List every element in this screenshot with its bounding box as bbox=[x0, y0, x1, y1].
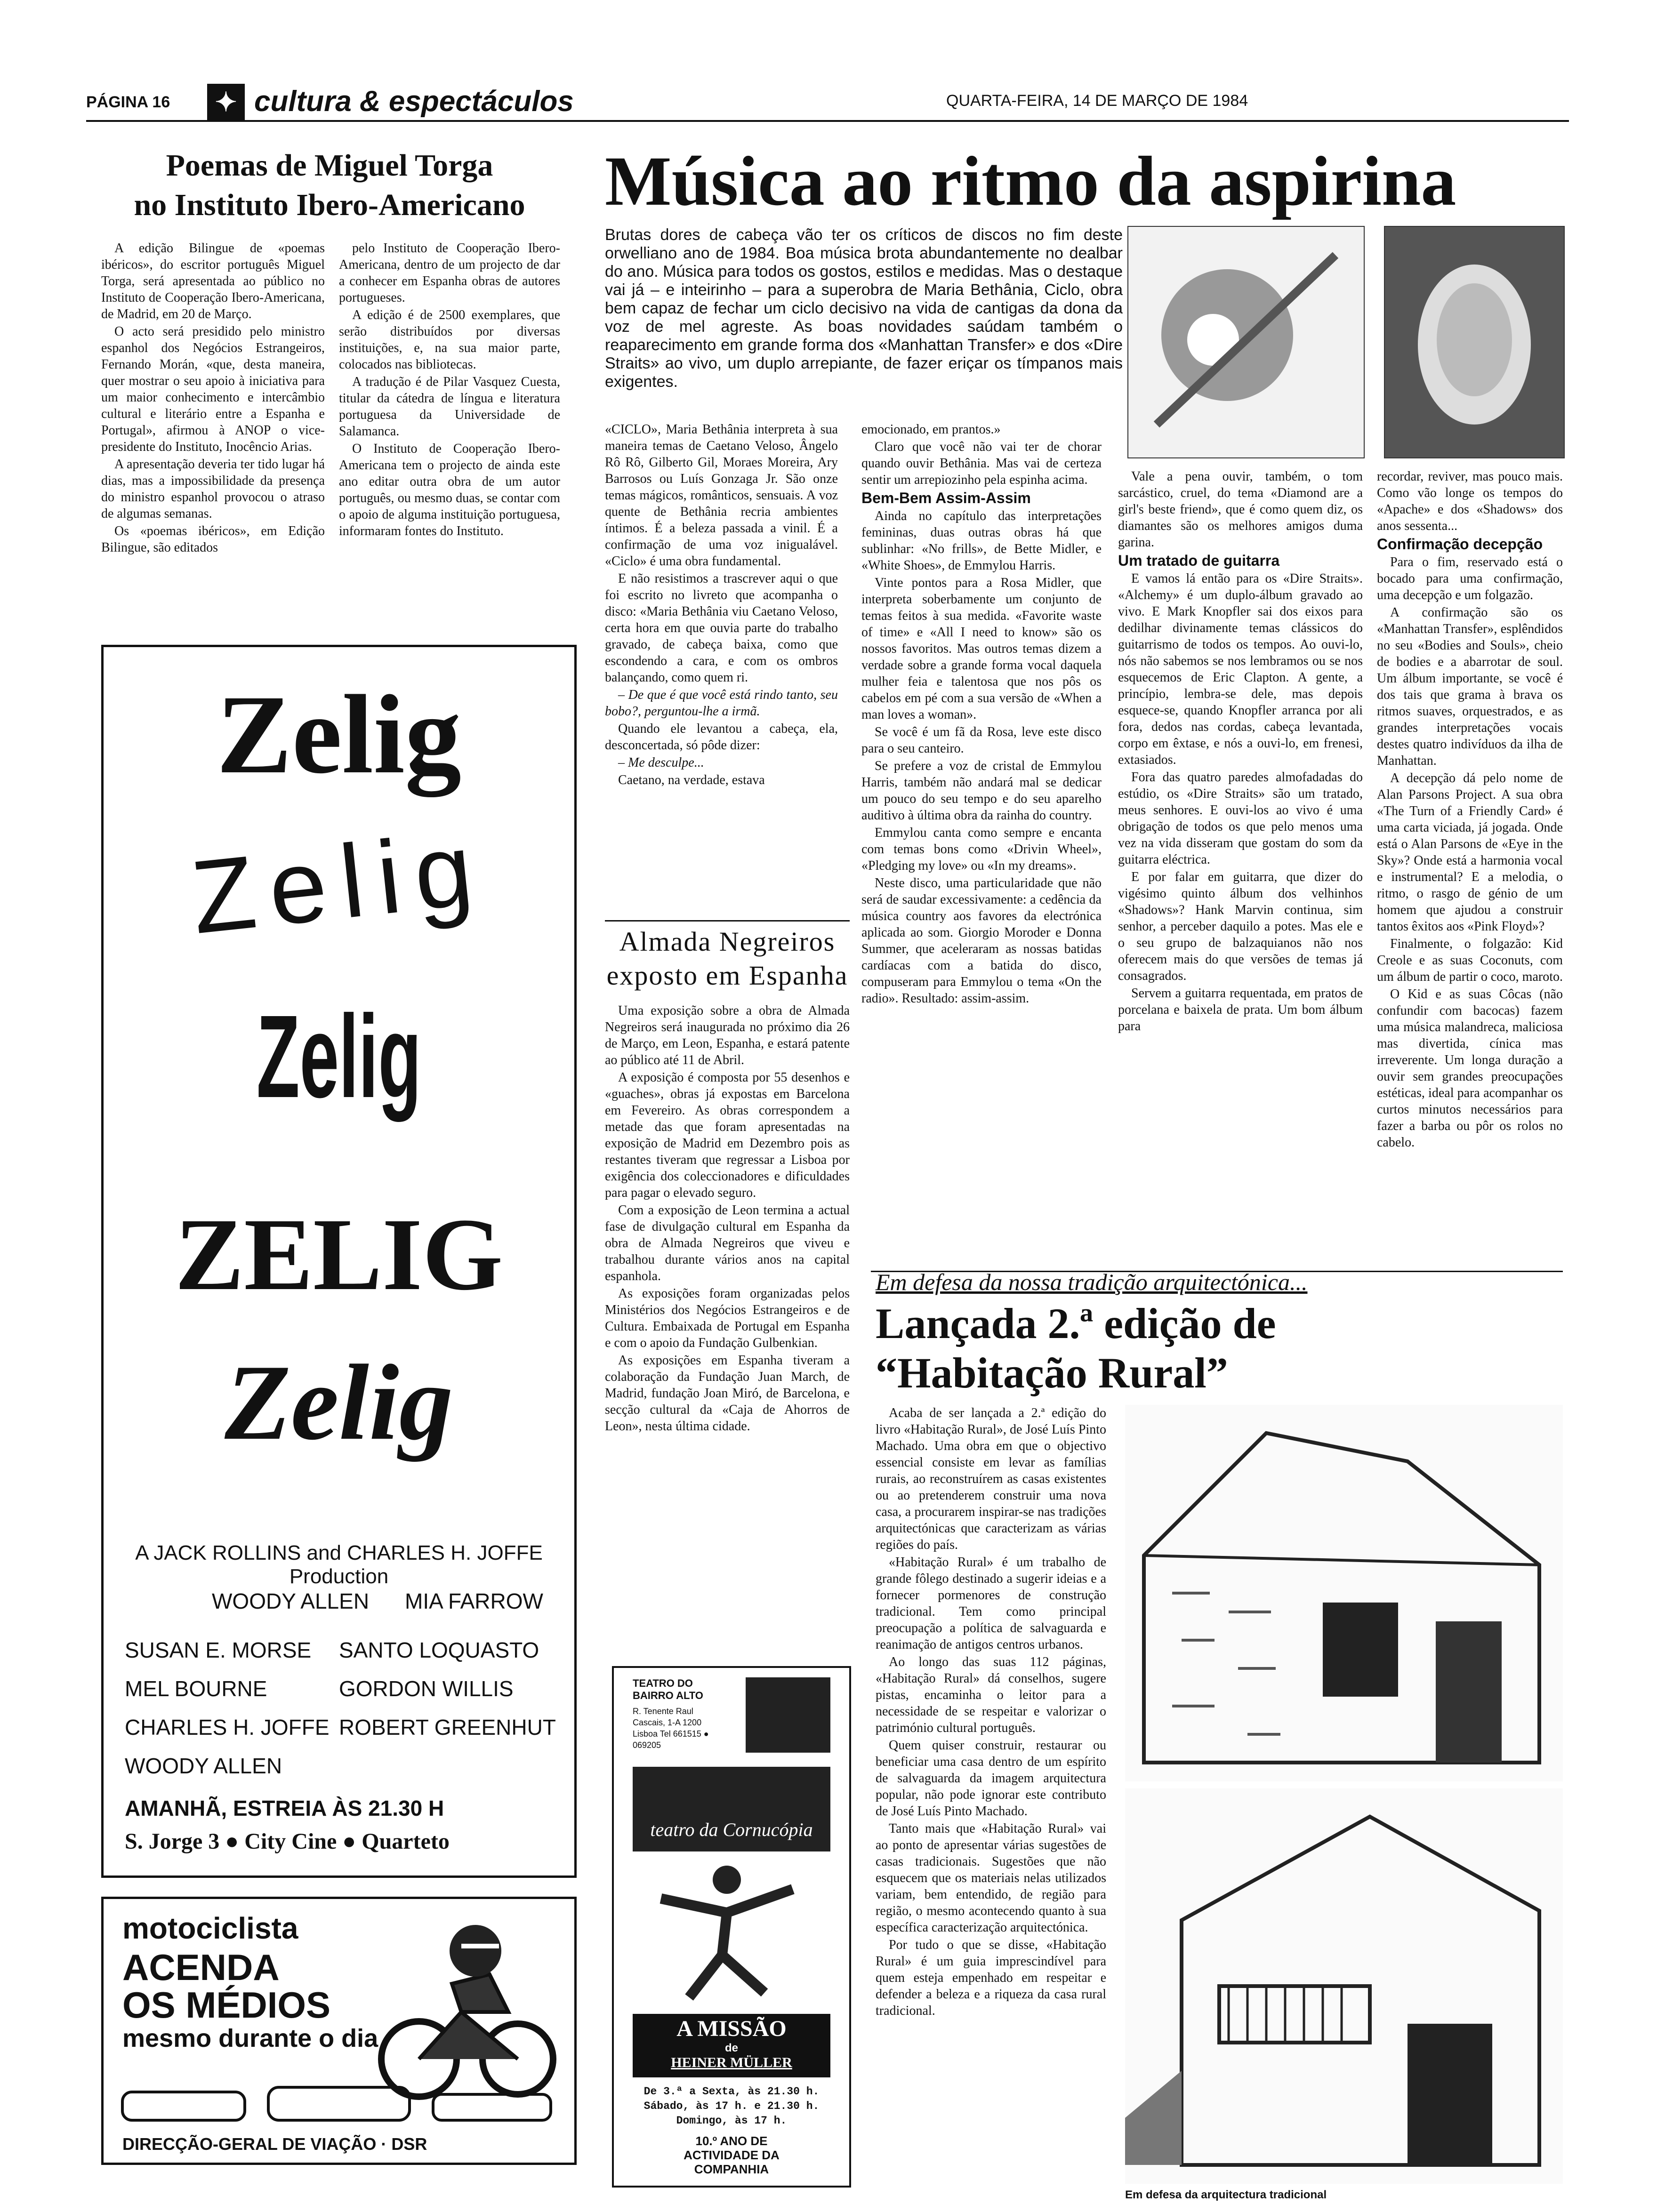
torga-headline bbox=[94, 146, 565, 225]
musica-paragraph: Se prefere a voz de cristal de Emmylou Harris, também não andará mal se dedicar um pouco do seu tempo e do seu aparelho auditivo à última obra da rainha do country. bbox=[861, 759, 1102, 823]
photo-placeholder-icon bbox=[1128, 227, 1364, 457]
teatro-badge bbox=[746, 1677, 830, 1753]
musica-paragraph: Emmylou canta como sempre e encanta com temas bons como «Drivin Wheel», «Pledging my love» ou «In my dreams». bbox=[861, 825, 1102, 873]
logo-mark-icon: ✦ bbox=[215, 88, 237, 117]
issue-date: QUARTA-FEIRA, 14 DE MARÇO DE 1984 bbox=[946, 92, 1248, 110]
rural-house-illustration-1 bbox=[1125, 1405, 1563, 1781]
teatro-photo-strip bbox=[633, 1767, 830, 1851]
zelig-title-1: Zelig bbox=[217, 672, 461, 797]
almada-paragraph: As exposições foram organizadas pelos Ministérios dos Negócios Estrangeiros e de Cultura. Embaixada de Portugal em Espanha e com o apoio da Fundação Gulbenkian. bbox=[605, 1286, 850, 1350]
musica-headline: Música ao ritmo da aspirina bbox=[605, 142, 1456, 220]
musica-paragraph: A decepção dá pelo nome de Alan Parsons Project. A sua obra «The Turn of a Friendly Card» é uma carta viciada, já jogada. Onde está o Alan Parsons de «Eye in the Sky»? Onde está a harmonia vocal e instrumental? E a melodia, o ritmo, o rasgo de génio de um homem que ajudou a construir tantos êxitos aos «Pink Floyd»? bbox=[1377, 771, 1563, 934]
teatro-address: R. Tenente Raul Cascais, 1-A 1200 Lisboa Tel 661515 ● 069205 bbox=[633, 1707, 709, 1750]
torga-headline-line1: Poemas de Miguel Torga bbox=[166, 148, 493, 183]
teatro-company: teatro da Cornucópia bbox=[650, 1819, 813, 1840]
musica-paragraph: Ainda no capítulo das interpretações femininas, duas outras obras há que sublinhar: «No frills», de Bette Midler, e «White Shoes», de Emmylou Harris. bbox=[861, 509, 1102, 573]
teatro-play-box bbox=[633, 2014, 830, 2077]
zelig-title-2: Zelig bbox=[186, 809, 492, 956]
teatro-anniversary: 10.º ANO DE ACTIVIDADE DA COMPANHIA bbox=[684, 2134, 780, 2176]
musica-paragraph: E não resistimos a trascrever aqui o que foi escrito no livreto que acompanha o disco: «Maria Bethânia viu Caetano Veloso, certa hora em que ouvia parte do trabalho gravado, de cabeça baixa, como que escondendo a cara, e com os ombros balançando, como quem ri. bbox=[605, 571, 838, 685]
teatro-advertisement bbox=[612, 1666, 851, 2188]
teatro-schedule-line: Domingo, às 17 h. bbox=[676, 2115, 787, 2127]
musica-paragraph: Fora das quatro paredes almofadadas do estúdio, os «Dire Straits» são um tratado, meus senhores. E ouvi-los ao vivo é uma obrigação de todos os que pelo menos uma vez na vida disseram que gostam do som da guitarra eléctrica. bbox=[1118, 770, 1363, 867]
habitacao-body bbox=[876, 1405, 1106, 2205]
teatro-schedule-line: De 3.ª a Sexta, às 21.30 h. bbox=[643, 2085, 820, 2098]
zelig-credit: ROBERT GREENHUT bbox=[339, 1715, 556, 1739]
zelig-title-5: Zelig bbox=[225, 1342, 453, 1462]
torga-paragraph: A edição é de 2500 exemplares, que serão distribuídos por diversas instituições, e, na sua maior parte, colocados nas bibliotecas. bbox=[339, 308, 560, 372]
zelig-title-3: Zelig bbox=[256, 991, 422, 1122]
musica-photo-collage bbox=[1127, 226, 1365, 458]
almada-headline-line1: Almada Negreiros bbox=[619, 926, 836, 957]
section-logo bbox=[207, 84, 245, 121]
moto-line3: OS MÉDIOS bbox=[122, 1984, 331, 2026]
zelig-credit: SUSAN E. MORSE bbox=[125, 1638, 312, 1662]
moto-footer: DIRECÇÃO-GERAL DE VIAÇÃO · DSR bbox=[122, 2134, 427, 2154]
rural-house-illustration-2 bbox=[1125, 1788, 1563, 2184]
zelig-credit: GORDON WILLIS bbox=[339, 1676, 514, 1701]
teatro-schedule-line: Sábado, às 17 h. e 21.30 h. bbox=[643, 2100, 820, 2112]
traffic-cars-illustration bbox=[118, 2078, 560, 2130]
musica-paragraph: Se você é um fã da Rosa, leve este disco para o seu canteiro. bbox=[861, 725, 1102, 756]
zelig-credits-left bbox=[125, 1631, 330, 1785]
zelig-credit: CHARLES H. JOFFE bbox=[125, 1715, 330, 1739]
torga-paragraph: O Instituto de Cooperação Ibero-Americana tem o projecto de ainda este ano editar outra obra de um autor português, ou mesmo duas, se contar com o apoio de alguma instituição portuguesa, informaram fontes do Instituto. bbox=[339, 441, 560, 538]
teatro-play-by: de bbox=[724, 2042, 738, 2054]
zelig-advertisement bbox=[101, 645, 577, 1878]
almada-paragraph: Com a exposição de Leon termina a actual fase de divulgação cultural em Espanha da obra de Almada Negreiros que viveu e trabalhou durante vários anos na capital espanhola. bbox=[605, 1203, 850, 1283]
musica-paragraph: – De que é que você está rindo tanto, seu bobo?, perguntou-lhe a irmã. bbox=[605, 688, 838, 719]
bethania-portrait bbox=[1384, 226, 1565, 458]
moto-line2: ACENDA bbox=[122, 1947, 280, 1988]
teatro-schedule bbox=[633, 2084, 830, 2128]
musica-paragraph: recordar, reviver, mas pouco mais. Como vão longe os tempos do «Apache» e dos «Shadows» dos anos sessenta... bbox=[1377, 469, 1563, 533]
torga-paragraph: A apresentação deveria ter tido lugar há dias, mas a impossibilidade da presença do ministro espanhol provocou o atraso de algumas semanas. bbox=[101, 457, 325, 521]
musica-column-4 bbox=[1377, 468, 1563, 1268]
almada-body bbox=[605, 1002, 850, 1624]
almada-paragraph: As exposições em Espanha tiveram a colaboração da Fundação Juan March, de Madrid, fundação Joan Miró, de Barcelona, e secção cultural da «Caja de Ahorros de Leon», nesta última cidade. bbox=[605, 1353, 850, 1434]
stone-house-balcony-icon bbox=[1125, 1788, 1563, 2184]
zelig-star-allen: WOODY ALLEN bbox=[212, 1589, 370, 1613]
zelig-credit: WOODY ALLEN bbox=[125, 1754, 282, 1778]
torga-column-1 bbox=[101, 240, 325, 645]
portrait-face-icon bbox=[1385, 227, 1564, 457]
habitacao-paragraph: Tanto mais que «Habitação Rural» vai ao ponto de apresentar várias sugestões de casas tradicionais. Sugestões que não esquecem que os materiais nelas utilizados variam, bem entendido, de região para região, o mesmo acontecendo quanto à sua específica caracterização arquitectónica. bbox=[876, 1821, 1106, 1935]
musica-paragraph: Finalmente, o folgazão: Kid Creole e as suas Coconuts, com um álbum de partir o coco, maroto. bbox=[1377, 937, 1563, 984]
torga-headline-line2: no Instituto Ibero-Americano bbox=[134, 188, 525, 222]
zelig-premiere: AMANHÃ, ESTREIA ÀS 21.30 H bbox=[125, 1796, 444, 1820]
habitacao-paragraph: Acaba de ser lançada a 2.ª edição do livro «Habitação Rural», de José Luís Pinto Machado. Uma obra em que o objectivo essencial consiste em levar as famílias rurais, ao reconstruírem as casas existentes ou ao pretenderem construir uma nova casa, a procurarem inspirar-se nas tradições arquitectónicas que caracterizam as várias regiões do país. bbox=[876, 1406, 1106, 1552]
zelig-cinemas: S. Jorge 3 ● City Cine ● Quarteto bbox=[125, 1829, 450, 1854]
page-number: PÁGINA 16 bbox=[86, 93, 170, 111]
habitacao-headline-line2: “Habitação Rural” bbox=[876, 1349, 1228, 1397]
almada-headline-line2: exposto em Espanha bbox=[606, 960, 848, 991]
teatro-author: HEINER MÜLLER bbox=[671, 2055, 792, 2070]
musica-paragraph: O Kid e as suas Côcas (não confundir com bacocas) fazem uma música malandreca, maliciosa mas divertida, cínica mas irreverente. Um longa duração a ouvir sem grandes preocupações estéticas, ideal para acompanhar os curtos minutos necessários para fazer a barba ou pôr os rolos no cabelo. bbox=[1377, 987, 1563, 1150]
dancer-illustration bbox=[642, 1861, 821, 2002]
moto-line4: mesmo durante o dia bbox=[122, 2024, 378, 2052]
musica-column-3 bbox=[1118, 468, 1363, 1268]
almada-headline bbox=[605, 925, 850, 993]
habitacao-paragraph: Quem quiser construir, restaurar ou beneficiar uma casa dentro de um espírito de salvaguarda da imagem arquitectura popular, não pode ignorar este contributo de José Luís Pinto Machado. bbox=[876, 1738, 1106, 1819]
habitacao-headline-line1: Lançada 2.ª edição de bbox=[876, 1299, 1276, 1347]
section-title: cultura & espectáculos bbox=[254, 85, 574, 118]
zelig-credit: MEL BOURNE bbox=[125, 1676, 267, 1701]
musica-column-2 bbox=[861, 421, 1102, 1268]
musica-paragraph: Quando ele levantou a cabeça, ela, desconcertada, só pôde dizer: bbox=[605, 721, 838, 753]
musica-paragraph: A confirmação são os «Manhattan Transfer», esplêndidos no seu «Bodies and Souls», cheio de bodies e a abarrotar de soul. Um álbum importante, se você é dos tais que grama à brava os ritmos suaves, orquestrados, e as grandes interpretações vocais destes quatro indivíduos da ilha de Manhattan. bbox=[1377, 605, 1563, 768]
musica-paragraph: Para o fim, reservado está o bocado para uma confirmação, uma decepção e um folgazão. bbox=[1377, 555, 1563, 602]
torga-paragraph: A edição Bilingue de «poemas ibéricos», do escritor português Miguel Torga, será apresentada ao público no Instituto de Cooperação Ibero-Americana, de Madrid, em 20 de Março. bbox=[101, 241, 325, 321]
musica-paragraph: emocionado, em prantos.» bbox=[861, 422, 1001, 437]
musica-paragraph: Neste disco, uma particularidade que não será de saudar excessivamente: a cedência da música country aos favores da electrónica aplicada ao som. Giorgio Moroder e Donna Summer, que aceleraram as nossas batidas cardíacas com a batida do disco, compuseram para Emmylou o tema «On the radio». Resultado: assim-assim. bbox=[861, 876, 1102, 1006]
habitacao-kicker: Em defesa da nossa tradição arquitectónica... bbox=[876, 1269, 1308, 1295]
musica-paragraph: Claro que você não vai ter de chorar quando ouvir Bethânia. Mas vai de certeza sentir um arrepiozinho pela espinha acima. bbox=[861, 440, 1102, 487]
moto-line1: motociclista bbox=[122, 1911, 298, 1945]
torga-paragraph: pelo Instituto de Cooperação Ibero-Americana, dentro de um projecto de dar a conhecer em Espanha obras de autores portugueses. bbox=[339, 241, 560, 305]
habitacao-paragraph: «Habitação Rural» é um trabalho de grande fôlego destinado a sugerir ideias e a fornecer pormenores de construção tradicional. Tem como principal preocupação a política de salvaguarda e reanimação de antigos centros urbanos. bbox=[876, 1555, 1106, 1652]
musica-lead-text: Brutas dores de cabeça vão ter os críticos de discos no fim deste orwelliano ano de 1984. Boa música brota abundantemente no dealbar do ano. Música para todos os gostos, estilos e medidas. Mas o destaque vai já – e inteirinho – para a superobra de Maria Bethânia, Ciclo, obra bem capaz de fechar um ciclo decisivo na vida de cantigas da dona da voz de mel agreste. As boas novidades saúdam também o reaparecimento em grande forma dos «Manhattan Transfer» e dos «Dire Straits» ao vivo, um duplo arrepiante, de fazer eriçar os tímpanos mais exigentes. bbox=[605, 226, 1123, 391]
musica-paragraph: Servem a guitarra requentada, em pratos de porcelana e baixela de prata. Um bom álbum para bbox=[1118, 986, 1363, 1034]
musica-subhead-confirmacao: Confirmação decepção bbox=[1377, 536, 1543, 553]
zelig-credit: SANTO LOQUASTO bbox=[339, 1638, 539, 1662]
zelig-credits-right bbox=[339, 1631, 556, 1747]
almada-paragraph: Uma exposição sobre a obra de Almada Negreiros será inaugurada no próximo dia 26 de Março, em Leon, Espanha, e estará patente ao público até 11 de Abril. bbox=[605, 1003, 850, 1067]
musica-paragraph: Vale a pena ouvir, também, o tom sarcástico, cruel, do tema «Diamond are a girl's beste friend», que é como quem diz, os diamantes são os melhores amigos duma garina. bbox=[1118, 469, 1363, 550]
teatro-play-title: A MISSÃO bbox=[676, 2016, 787, 2041]
torga-paragraph: O acto será presidido pelo ministro espanhol dos Negócios Estrangeiros, Fernando Morán, «que, desta maneira, quer mostrar o seu apoio à iniciativa para um maior conhecimento e intercâmbio cultural e literário entre a Espanha e Portugal», afirmou à ANOP o vice-presidente do Instituto, Inocêncio Arias. bbox=[101, 324, 325, 454]
musica-paragraph: Vinte pontos para a Rosa Midler, que interpreta soberbamente um conjunto de temas feitos à sua medida. «Favorite waste of time» e «All I need to know» são os nossos favoritos. Mas outros temas dizem a verdade sobre a grande forma vocal daquela mulher feia e talentosa que nos pôs os cabelos em pé com a sua versão de «When a man loves a woman». bbox=[861, 576, 1102, 722]
musica-column-1 bbox=[605, 421, 838, 915]
habitacao-paragraph: Ao longo das suas 112 páginas, «Habitação Rural» dá conselhos, sugere pistas, encaminha o leitor para a necessidade de se respeitar e valorizar o património cultural português. bbox=[876, 1655, 1106, 1735]
torga-paragraph: Os «poemas ibéricos», em Edição Bilingue, são editados bbox=[101, 524, 325, 555]
musica-subhead-bem-bem: Bem-Bem Assim-Assim bbox=[861, 489, 1031, 506]
torga-paragraph: A tradução é de Pilar Vasquez Cuesta, titular da cátedra de língua e literatura portuguesa da Universidade de Salamanca. bbox=[339, 375, 560, 439]
torga-column-2 bbox=[339, 240, 560, 645]
almada-top-rule bbox=[605, 920, 850, 922]
habitacao-headline bbox=[876, 1299, 1346, 1398]
musica-paragraph: E vamos lá então para os «Dire Straits». «Alchemy» é um duplo-álbum gravado ao vivo. E Mark Knopfler sai dos eixos para dedilhar divinamente temas clássicos do guitarrismo de todos os tempos. Ao ouvi-lo, nós não sabemos se nos lembramos ou se nos esquecemos de Eric Clapton. A gente, a princípio, lembra-se dele, mas depois esquece-se, quando Knopfler arranca por ali fora, dedos nas cordas, cabeça levantada, corpo em êxtase, e nós a ouvi-lo, em frenesi, extasiados. bbox=[1118, 571, 1363, 767]
musica-paragraph: – Me desculpe... bbox=[618, 755, 704, 770]
teatro-name: TEATRO DO BAIRRO ALTO bbox=[633, 1677, 703, 1701]
musica-paragraph: «CICLO», Maria Bethânia interpreta à sua maneira temas de Caetano Veloso, Ângelo Rô Rô, Gilberto Gil, Moraes Moreira, Ary Barrosos ou Luís Gonzaga Jr. São onze temas mágicos, românticos, sensuais. A voz quente de Bethânia recria ambientes íntimos. É a beleza passada a vinil. É a confirmação de uma voz inigualável. «Ciclo» é uma obra fundamental. bbox=[605, 422, 838, 569]
zelig-producers: A JACK ROLLINS and CHARLES H. JOFFE Production bbox=[135, 1541, 543, 1588]
habitacao-paragraph: Por tudo o que se disse, «Habitação Rural» é um guia imprescindível para quem esteja empenhado em respeitar e defender a beleza e a riqueza da casa rural tradicional. bbox=[876, 1938, 1106, 2018]
moto-advertisement bbox=[101, 1897, 577, 2165]
musica-lead bbox=[605, 226, 1123, 414]
habitacao-photo-caption: Em defesa da arquitectura tradicional bbox=[1125, 2188, 1327, 2201]
zelig-title-4: ZELIG bbox=[175, 1197, 503, 1312]
zelig-star-farrow: MIA FARROW bbox=[405, 1589, 543, 1613]
stone-house-icon bbox=[1125, 1405, 1563, 1781]
masthead-rule bbox=[86, 120, 1569, 122]
almada-paragraph: A exposição é composta por 55 desenhos e «guaches», obras já expostas em Barcelona em Fevereiro. As obras correspondem a metade das que foram apresentadas na exposição de Madrid em Dezembro pois as restantes tiveram que regressar a Lisboa por exigência dos coleccionadores e dificuldades para pagar o elevado seguro. bbox=[605, 1070, 850, 1200]
musica-paragraph: Caetano, na verdade, estava bbox=[618, 773, 765, 787]
musica-subhead-guitarra: Um tratado de guitarra bbox=[1118, 552, 1280, 569]
musica-paragraph: E por falar em guitarra, que dizer do vigésimo quinto álbum dos velhinhos «Shadows»? Hank Marvin continua, sim senhor, a perceber daquilo a potes. Mas ele e o seu grupo de balzaquianos não nos oferecem mais do que versões de temas já consagrados. bbox=[1118, 870, 1363, 983]
